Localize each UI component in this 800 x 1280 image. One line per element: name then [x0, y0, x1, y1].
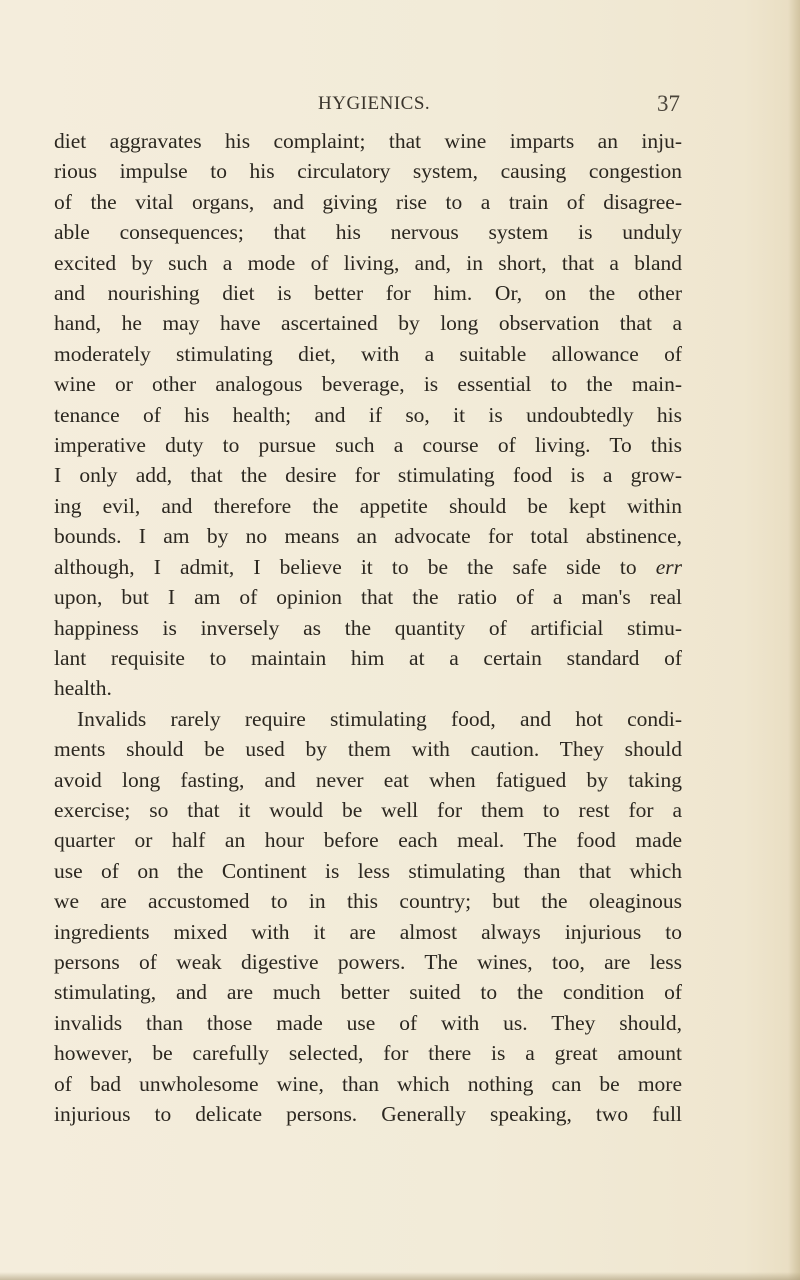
text-line: persons of weak digestive powers. The wines, too, are less — [54, 949, 682, 974]
text-line: imperative duty to pursue such a course of living. To this — [54, 433, 682, 458]
text-line: lant requisite to maintain him at a certain standard of — [54, 645, 682, 670]
text-line: ments should be used by them with caution. They should — [54, 737, 682, 762]
text-line-segment: although, I admit, I believe it to be the safe side to — [54, 554, 637, 579]
text-line: moderately stimulating diet, with a suitable allowance of — [54, 341, 682, 366]
text-line: happiness is inversely as the quantity of artificial stimu- — [54, 615, 682, 640]
text-line-with-italic — [54, 552, 682, 582]
text-line: excited by such a mode of living, and, in short, that a bland — [54, 250, 682, 275]
running-head: HYGIENICS. — [318, 93, 431, 114]
text-line: however, be carefully selected, for there is a great amount — [54, 1041, 682, 1066]
text-line: avoid long fasting, and never eat when fatigued by taking — [54, 767, 682, 792]
text-line: wine or other analogous beverage, is essential to the main- — [54, 372, 682, 397]
page-header — [318, 93, 680, 123]
text-line: of bad unwholesome wine, than which nothing can be more — [54, 1071, 682, 1096]
text-line: able consequences; that his nervous system is unduly — [54, 220, 682, 245]
text-line-paragraph-start: Invalids rarely require stimulating food, and hot condi- — [77, 706, 682, 731]
text-line: stimulating, and are much better suited to the condition of — [54, 980, 682, 1005]
text-line: bounds. I am by no means an advocate for total abstinence, — [54, 524, 682, 549]
italic-word-err: err — [655, 554, 682, 579]
text-line: rious impulse to his circulatory system, causing congestion — [54, 159, 682, 184]
text-line: quarter or half an hour before each meal. The food made — [54, 828, 682, 853]
page-number: 37 — [657, 91, 680, 116]
text-line: we are accustomed to in this country; but the oleaginous — [54, 889, 682, 914]
text-line: tenance of his health; and if so, it is undoubtedly his — [54, 402, 682, 427]
text-line: and nourishing diet is better for him. Or, on the other — [54, 281, 682, 306]
body-text — [54, 126, 682, 1129]
text-line: hand, he may have ascertained by long observation that a — [54, 311, 682, 336]
text-line: injurious to delicate persons. Generally speaking, two full — [54, 1102, 682, 1126]
text-line: use of on the Continent is less stimulating than that which — [54, 858, 682, 883]
text-line: ing evil, and therefore the appetite should be kept within — [54, 493, 682, 518]
text-line: of the vital organs, and giving rise to a train of disagree- — [54, 189, 682, 214]
text-line: health. — [54, 676, 112, 701]
text-line: exercise; so that it would be well for them to rest for a — [54, 797, 682, 822]
text-line: invalids than those made use of with us. They should, — [54, 1010, 682, 1035]
page-bottom-shadow — [0, 1272, 800, 1280]
text-line: diet aggravates his complaint; that wine imparts an inju- — [54, 129, 682, 153]
text-line: I only add, that the desire for stimulating food is a grow- — [54, 463, 682, 488]
text-line: ingredients mixed with it are almost always injurious to — [54, 919, 682, 944]
text-line: upon, but I am of opinion that the ratio of a man's real — [54, 585, 682, 610]
page-edge-shadow — [788, 0, 800, 1280]
